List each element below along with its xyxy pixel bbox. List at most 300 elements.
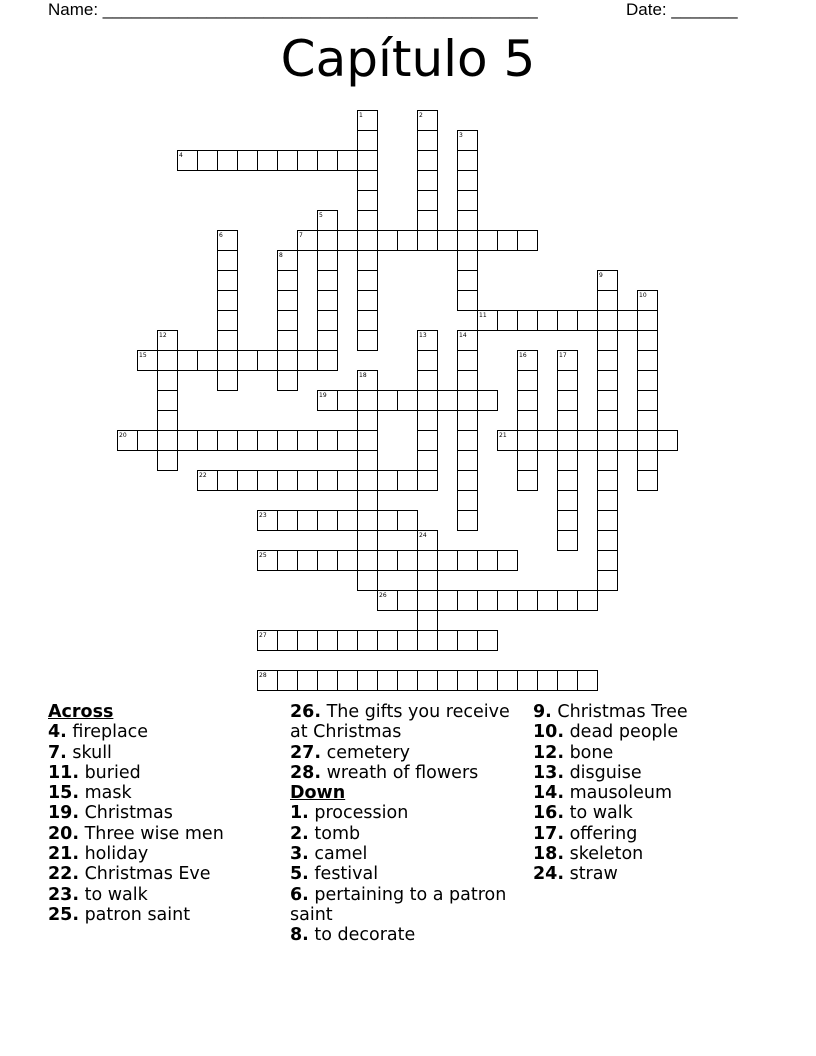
grid-cell[interactable] [238,351,258,371]
grid-cell[interactable] [538,591,558,611]
grid-cell[interactable] [558,451,578,471]
grid-cell[interactable] [318,271,338,291]
clue-item [48,743,278,763]
clue-text: Christmas Tree [551,702,688,722]
grid-cell[interactable] [398,591,418,611]
grid-cell[interactable] [218,371,238,391]
grid-cell[interactable] [358,191,378,211]
grid-cell[interactable] [458,191,478,211]
grid-cell[interactable] [458,631,478,651]
grid-cell[interactable] [178,351,198,371]
grid-cell[interactable] [518,471,538,491]
clue-number: 15 [139,352,147,359]
grid-cell[interactable] [598,351,618,371]
grid-cell[interactable] [458,671,478,691]
grid-cell[interactable] [358,531,378,551]
grid-cell[interactable] [198,431,218,451]
grid-cell[interactable] [218,311,238,331]
clue-text: The gifts you receive at Christmas [290,702,510,743]
grid-cell[interactable] [278,471,298,491]
grid-cell[interactable] [418,411,438,431]
grid-cell[interactable] [478,591,498,611]
clue-text: mask [79,783,132,804]
grid-cell[interactable] [538,431,558,451]
grid-cell[interactable] [338,391,358,411]
grid-cell[interactable] [418,151,438,171]
grid-cell[interactable] [598,471,618,491]
grid-cell[interactable] [658,431,678,451]
grid-cell[interactable] [378,231,398,251]
grid-cell[interactable] [418,391,438,411]
grid-cell[interactable] [518,411,538,431]
clue-item [533,864,793,884]
grid-cell[interactable] [458,251,478,271]
grid-cell[interactable] [278,431,298,451]
grid-cell[interactable] [558,371,578,391]
grid-cell[interactable] [378,471,398,491]
grid-cell[interactable] [598,371,618,391]
grid-cell[interactable] [458,591,478,611]
grid-cell[interactable] [438,631,458,651]
grid-cell[interactable] [458,271,478,291]
grid-cell[interactable] [598,391,618,411]
clue-number-label: 27. [290,742,322,763]
grid-cell[interactable] [438,671,458,691]
clue-number: 2 [419,112,423,119]
grid-cell[interactable] [518,231,538,251]
grid-cell[interactable] [258,151,278,171]
clue-number-label: 9. [533,702,552,722]
clue-text: Christmas Eve [79,864,211,885]
grid-cell[interactable] [378,631,398,651]
grid-cell[interactable] [518,431,538,451]
grid-cell[interactable] [558,431,578,451]
grid-cell[interactable] [278,351,298,371]
grid-cell[interactable] [638,451,658,471]
grid-cell[interactable] [358,671,378,691]
grid-cell[interactable] [418,551,438,571]
grid-cell[interactable] [458,231,478,251]
grid-cell[interactable] [458,351,478,371]
clue-text: skull [66,742,112,763]
grid-cell[interactable] [418,191,438,211]
clue-number: 4 [179,152,183,159]
grid-cell[interactable] [458,471,478,491]
grid-cell[interactable] [518,311,538,331]
grid-cell[interactable] [558,391,578,411]
grid-cell[interactable] [338,151,358,171]
grid-cell[interactable] [558,671,578,691]
grid-cell[interactable] [458,451,478,471]
clue-number: 23 [259,512,267,519]
clue-item [48,783,278,803]
grid-cell[interactable] [418,211,438,231]
clue-item [48,864,278,884]
grid-cell[interactable] [318,291,338,311]
clue-number: 18 [359,372,367,379]
grid-cell[interactable] [298,631,318,651]
grid-cell[interactable] [638,471,658,491]
grid-cell[interactable] [418,591,438,611]
grid-cell[interactable] [298,151,318,171]
grid-cell[interactable] [338,671,358,691]
grid-cell[interactable] [458,411,478,431]
grid-cell[interactable] [358,131,378,151]
grid-cell[interactable] [638,371,658,391]
grid-cell[interactable] [358,331,378,351]
grid-cell[interactable] [258,431,278,451]
clue-item [48,844,278,864]
grid-cell[interactable] [338,511,358,531]
grid-cell[interactable] [398,511,418,531]
grid-cell[interactable] [638,431,658,451]
grid-cell[interactable] [338,231,358,251]
grid-cell[interactable] [458,391,478,411]
clue-item [290,702,525,743]
grid-cell[interactable] [318,151,338,171]
clue-number: 14 [459,332,467,339]
clue-text: offering [564,823,638,844]
grid-cell[interactable] [398,391,418,411]
grid-cell[interactable] [218,471,238,491]
grid-cell[interactable] [338,551,358,571]
grid-cell[interactable] [298,511,318,531]
grid-cell[interactable] [578,311,598,331]
grid-cell[interactable] [518,591,538,611]
grid-cell[interactable] [498,551,518,571]
grid-cell[interactable] [598,531,618,551]
clue-item [533,824,793,844]
grid-cell[interactable] [458,431,478,451]
grid-cell[interactable] [518,451,538,471]
grid-cell[interactable] [418,611,438,631]
grid-cell[interactable] [418,171,438,191]
grid-cell[interactable] [358,231,378,251]
grid-cell[interactable] [358,551,378,571]
grid-cell[interactable] [598,431,618,451]
grid-cell[interactable] [458,491,478,511]
clue-text: Christmas [79,803,173,824]
clue-number: 17 [559,352,567,359]
clue-text: cemetery [321,742,410,763]
clue-text: fireplace [66,722,149,743]
clue-number-label: 1. [290,803,309,824]
clue-number-label: 2. [290,823,309,844]
grid-cell[interactable] [398,671,418,691]
clue-number-label: 17. [533,823,565,844]
grid-cell[interactable] [598,411,618,431]
grid-cell[interactable] [278,311,298,331]
grid-cell[interactable] [318,431,338,451]
clue-item [533,803,793,823]
grid-cell[interactable] [558,531,578,551]
grid-cell[interactable] [198,351,218,371]
grid-cell[interactable] [338,631,358,651]
grid-cell[interactable] [418,571,438,591]
date-line: Date: _______ [626,0,738,19]
grid-cell[interactable] [358,311,378,331]
grid-cell[interactable] [318,311,338,331]
grid-cell[interactable] [298,431,318,451]
clue-text: to walk [564,803,633,824]
grid-cell[interactable] [378,551,398,571]
clue-number-label: 5. [290,864,309,885]
grid-cell[interactable] [558,491,578,511]
grid-cell[interactable] [218,331,238,351]
grid-cell[interactable] [278,631,298,651]
grid-cell[interactable] [598,331,618,351]
grid-cell[interactable] [318,231,338,251]
grid-cell[interactable] [458,371,478,391]
clue-number-label: 24. [533,864,565,885]
grid-cell[interactable] [498,311,518,331]
grid-cell[interactable] [438,551,458,571]
grid-cell[interactable] [398,471,418,491]
grid-cell[interactable] [318,471,338,491]
grid-cell[interactable] [358,571,378,591]
grid-cell[interactable] [378,391,398,411]
clue-item [48,763,278,783]
clue-item [533,783,793,803]
grid-cell[interactable] [278,511,298,531]
clue-number-label: 16. [533,803,565,824]
clue-column-1 [48,702,278,925]
grid-cell[interactable] [238,431,258,451]
grid-cell[interactable] [158,371,178,391]
grid-cell[interactable] [358,151,378,171]
grid-cell[interactable] [638,391,658,411]
grid-cell[interactable] [218,251,238,271]
grid-cell[interactable] [638,351,658,371]
grid-cell[interactable] [418,351,438,371]
grid-cell[interactable] [358,271,378,291]
grid-cell[interactable] [278,291,298,311]
clue-number: 24 [419,532,427,539]
grid-cell[interactable] [498,231,518,251]
grid-cell[interactable] [458,511,478,531]
grid-cell[interactable] [558,471,578,491]
grid-cell[interactable] [598,551,618,571]
grid-cell[interactable] [558,591,578,611]
grid-cell[interactable] [358,171,378,191]
clue-item [290,803,525,823]
grid-cell[interactable] [538,311,558,331]
grid-cell[interactable] [298,671,318,691]
clue-number: 27 [259,632,267,639]
grid-cell[interactable] [418,451,438,471]
grid-cell[interactable] [298,471,318,491]
grid-cell[interactable] [558,511,578,531]
grid-cell[interactable] [258,351,278,371]
grid-cell[interactable] [438,231,458,251]
grid-cell[interactable] [598,311,618,331]
grid-cell[interactable] [318,251,338,271]
grid-cell[interactable] [358,391,378,411]
grid-cell[interactable] [478,631,498,651]
grid-cell[interactable] [358,511,378,531]
grid-cell[interactable] [358,631,378,651]
grid-cell[interactable] [578,591,598,611]
grid-cell[interactable] [218,291,238,311]
clue-text: bone [564,742,614,763]
grid-cell[interactable] [598,491,618,511]
clue-number-label: 11. [48,762,80,783]
grid-cell[interactable] [318,351,338,371]
grid-cell[interactable] [178,431,198,451]
grid-cell[interactable] [258,471,278,491]
grid-cell[interactable] [398,631,418,651]
grid-cell[interactable] [458,171,478,191]
clue-number: 22 [199,472,207,479]
clue-item [48,885,278,905]
clue-item [48,824,278,844]
grid-cell[interactable] [478,551,498,571]
grid-cell[interactable] [358,211,378,231]
clue-item [533,722,793,742]
clue-item [290,824,525,844]
grid-cell[interactable] [418,231,438,251]
grid-cell[interactable] [338,471,358,491]
grid-cell[interactable] [558,411,578,431]
grid-cell[interactable] [438,591,458,611]
clue-text: camel [308,844,368,865]
grid-cell[interactable] [378,511,398,531]
grid-cell[interactable] [318,331,338,351]
grid-cell[interactable] [278,331,298,351]
clue-number: 28 [259,672,267,679]
clue-number: 19 [319,392,327,399]
clue-item [290,743,525,763]
grid-cell[interactable] [458,291,478,311]
grid-cell[interactable] [518,371,538,391]
clue-number: 26 [379,592,387,599]
grid-cell[interactable] [238,471,258,491]
grid-cell[interactable] [598,291,618,311]
clue-number: 6 [219,232,223,239]
grid-cell[interactable] [438,391,458,411]
clue-text: to decorate [308,925,416,946]
clue-text: mausoleum [564,783,673,804]
grid-cell[interactable] [278,271,298,291]
grid-cell[interactable] [418,471,438,491]
grid-cell[interactable] [278,551,298,571]
grid-cell[interactable] [518,671,538,691]
clue-number: 8 [279,252,283,259]
clue-number-label: 3. [290,844,309,865]
grid-cell[interactable] [278,151,298,171]
grid-cell[interactable] [318,551,338,571]
grid-cell[interactable] [578,431,598,451]
grid-cell[interactable] [338,431,358,451]
grid-cell[interactable] [218,151,238,171]
clue-number: 20 [119,432,127,439]
grid-cell[interactable] [558,311,578,331]
grid-cell[interactable] [358,411,378,431]
grid-cell[interactable] [418,671,438,691]
grid-cell[interactable] [158,431,178,451]
grid-cell[interactable] [218,271,238,291]
grid-cell[interactable] [158,351,178,371]
grid-cell[interactable] [158,411,178,431]
grid-cell[interactable] [358,431,378,451]
grid-cell[interactable] [358,471,378,491]
grid-cell[interactable] [318,511,338,531]
grid-cell[interactable] [478,391,498,411]
grid-cell[interactable] [398,231,418,251]
grid-cell[interactable] [278,371,298,391]
grid-cell[interactable] [578,671,598,691]
grid-cell[interactable] [158,451,178,471]
grid-cell[interactable] [398,551,418,571]
grid-cell[interactable] [418,431,438,451]
grid-cell[interactable] [478,671,498,691]
grid-cell[interactable] [358,491,378,511]
grid-cell[interactable] [418,631,438,651]
grid-cell[interactable] [498,671,518,691]
clue-item [533,702,793,722]
grid-cell[interactable] [158,391,178,411]
grid-cell[interactable] [598,451,618,471]
grid-cell[interactable] [298,551,318,571]
clue-item [290,864,525,884]
grid-cell[interactable] [198,151,218,171]
grid-cell[interactable] [618,431,638,451]
grid-cell[interactable] [458,551,478,571]
clue-text: disguise [564,762,642,783]
clue-number: 9 [599,272,603,279]
grid-cell[interactable] [238,151,258,171]
clue-item [48,905,278,925]
grid-cell[interactable] [598,571,618,591]
clue-number-label: 15. [48,783,80,804]
grid-cell[interactable] [358,451,378,471]
grid-cell[interactable] [638,411,658,431]
clue-number-label: 19. [48,803,80,824]
clue-number-label: 22. [48,864,80,885]
grid-cell[interactable] [318,631,338,651]
clue-number-label: 21. [48,844,80,865]
grid-cell[interactable] [218,431,238,451]
grid-cell[interactable] [218,351,238,371]
grid-cell[interactable] [418,371,438,391]
grid-cell[interactable] [598,511,618,531]
grid-cell[interactable] [318,671,338,691]
grid-cell[interactable] [458,151,478,171]
clue-number: 25 [259,552,267,559]
clue-number-label: 14. [533,783,565,804]
grid-cell[interactable] [378,671,398,691]
grid-cell[interactable] [538,671,558,691]
grid-cell[interactable] [458,211,478,231]
grid-cell[interactable] [358,291,378,311]
grid-cell[interactable] [358,251,378,271]
grid-cell[interactable] [278,671,298,691]
grid-cell[interactable] [518,391,538,411]
grid-cell[interactable] [298,351,318,371]
grid-cell[interactable] [638,331,658,351]
grid-cell[interactable] [498,591,518,611]
grid-cell[interactable] [418,131,438,151]
grid-cell[interactable] [638,311,658,331]
clue-number: 21 [499,432,507,439]
grid-cell[interactable] [478,231,498,251]
clue-number-label: 8. [290,925,309,946]
grid-cell[interactable] [138,431,158,451]
clue-item [533,844,793,864]
clue-item [533,763,793,783]
grid-cell[interactable] [618,311,638,331]
clue-number: 10 [639,292,647,299]
